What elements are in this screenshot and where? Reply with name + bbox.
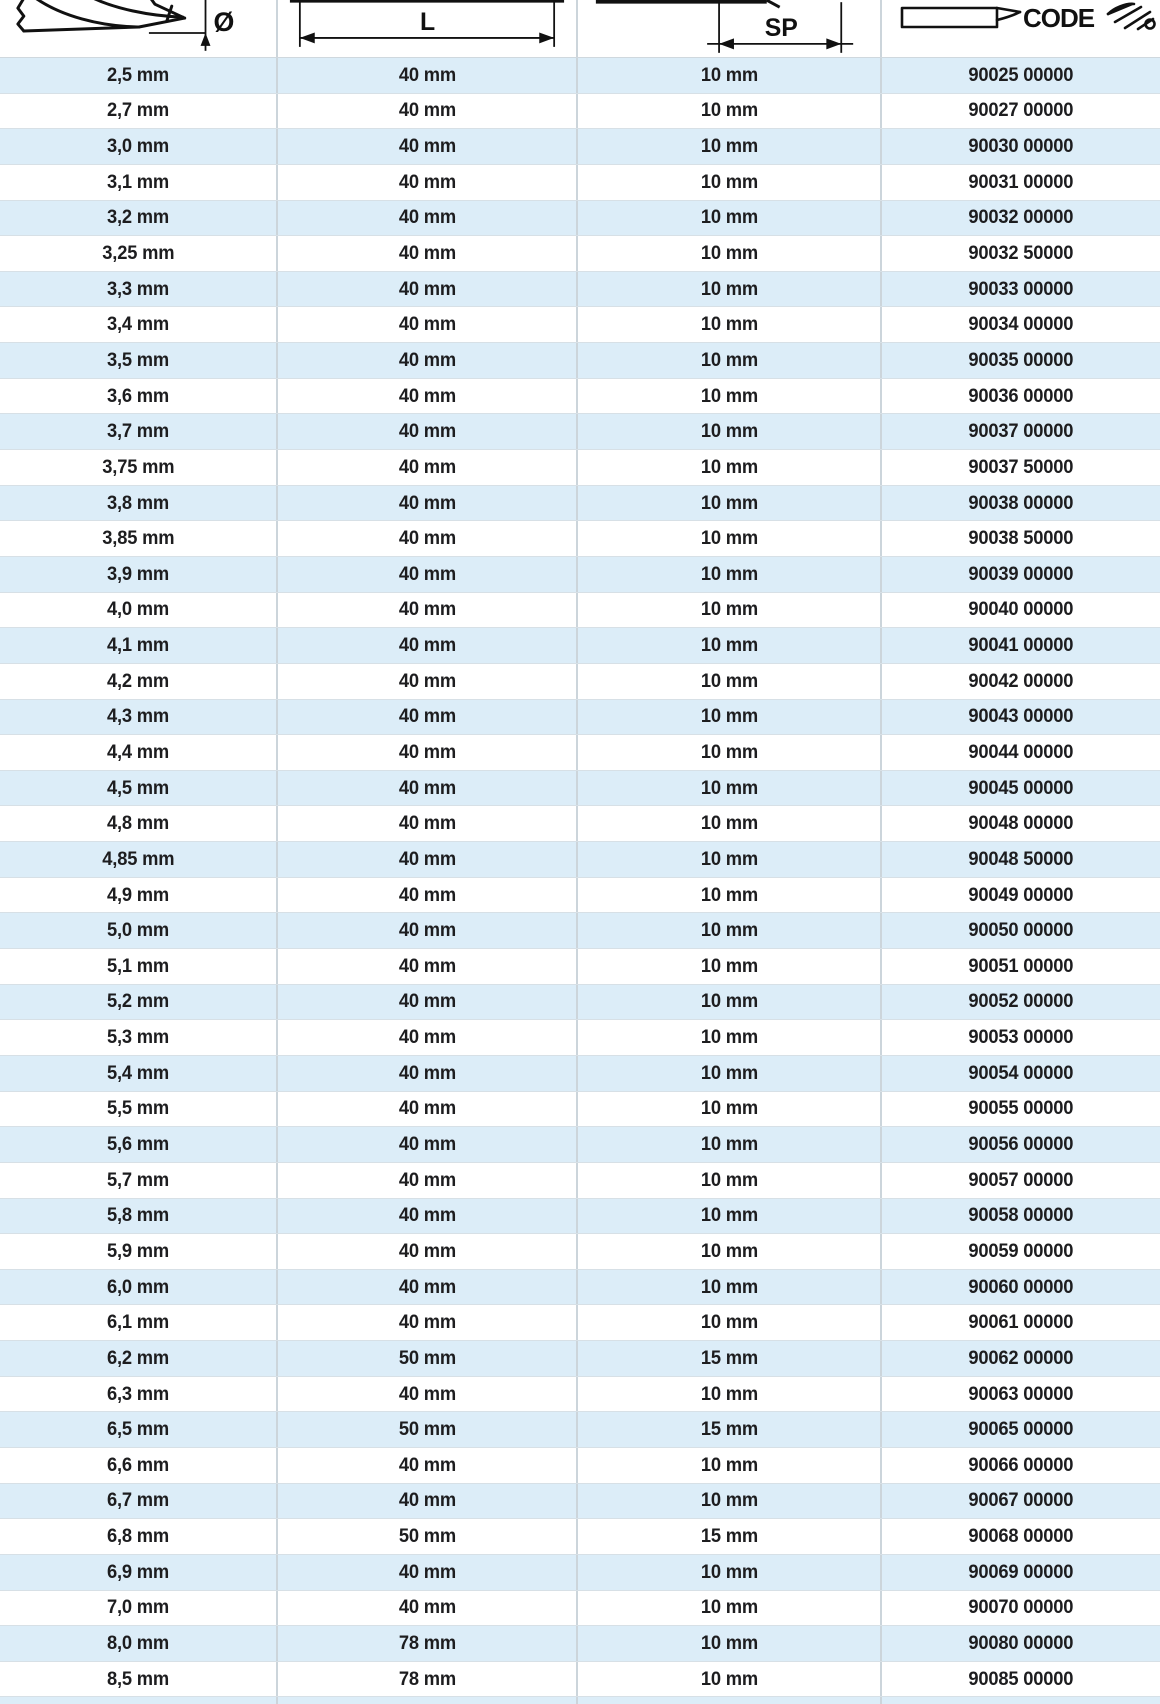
sp-cell: 10 mm (578, 1591, 882, 1626)
table-row (0, 342, 1160, 378)
code-cell: 90056 00000 (968, 1133, 1074, 1156)
diameter-cell: 5,1 mm (0, 949, 278, 984)
table-row (0, 877, 1160, 913)
diameter-cell: 6,7 mm (0, 1484, 278, 1519)
code-drill-icon (882, 0, 1160, 57)
length-cell: 50 mm (278, 1412, 578, 1447)
length-cell: 40 mm (278, 593, 578, 628)
diameter-cell: 5,0 mm (0, 913, 278, 948)
sp-dimension-icon (578, 0, 880, 57)
sp-cell: 10 mm (578, 272, 882, 307)
length-cell: 40 mm (278, 1127, 578, 1162)
length-cell: 40 mm (278, 1020, 578, 1055)
length-cell: 40 mm (278, 985, 578, 1020)
code-cell: 90027 00000 (968, 99, 1074, 122)
diameter-cell: 3,75 mm (0, 450, 278, 485)
code-cell: 90045 00000 (968, 776, 1074, 799)
length-cell: 40 mm (278, 1448, 578, 1483)
table-row (0, 58, 1160, 93)
length-cell: 40 mm (278, 165, 578, 200)
length-cell: 40 mm (278, 1555, 578, 1590)
length-cell: 40 mm (278, 129, 578, 164)
diameter-cell: 6,9 mm (0, 1555, 278, 1590)
code-cell: 90048 50000 (968, 847, 1074, 870)
code-cell: 90051 00000 (968, 954, 1074, 977)
code-cell: 90080 00000 (968, 1632, 1074, 1654)
length-label: L (420, 8, 436, 36)
sp-cell: 10 mm (578, 1020, 882, 1055)
diameter-cell: 8,5 mm (0, 1662, 278, 1697)
dimension-arrow-left (300, 32, 315, 43)
code-cell: 90063 00000 (968, 1382, 1074, 1405)
length-cell: 40 mm (278, 414, 578, 449)
diameter-cell: 3,7 mm (0, 414, 278, 449)
length-cell: 40 mm (278, 557, 578, 592)
diameter-cell: 6,1 mm (0, 1305, 278, 1340)
length-cell: 40 mm (278, 58, 578, 93)
code-cell: 90039 00000 (968, 562, 1074, 585)
diameter-cell: 4,5 mm (0, 771, 278, 806)
table-row (0, 1411, 1160, 1447)
sp-cell: 10 mm (578, 593, 882, 628)
dimension-arrow-right (826, 38, 841, 49)
table-row (0, 1340, 1160, 1376)
length-cell: 40 mm (278, 700, 578, 735)
code-cell: 90062 00000 (968, 1346, 1074, 1369)
sp-cell: 10 mm (578, 700, 882, 735)
code-cell: 90042 00000 (968, 669, 1074, 692)
table-row (0, 663, 1160, 699)
diameter-cell: 5,5 mm (0, 1092, 278, 1127)
sp-cell: 10 mm (578, 1234, 882, 1269)
diameter-cell: 4,2 mm (0, 664, 278, 699)
diameter-cell: 3,6 mm (0, 379, 278, 414)
sp-cell: 10 mm (578, 450, 882, 485)
code-cell: 90031 00000 (968, 170, 1074, 193)
length-cell: 50 mm (278, 1341, 578, 1376)
table-row (0, 734, 1160, 770)
table-row (0, 1233, 1160, 1269)
sp-cell: 10 mm (578, 1626, 882, 1661)
code-cell: 90052 00000 (968, 990, 1074, 1013)
sp-cell: 10 mm (578, 1163, 882, 1198)
diameter-cell: 3,5 mm (0, 343, 278, 378)
dimension-arrow-up (201, 33, 211, 46)
diameter-cell: 4,0 mm (0, 593, 278, 628)
sp-cell: 10 mm (578, 236, 882, 271)
length-cell: 40 mm (278, 486, 578, 521)
table-row (0, 93, 1160, 129)
sp-cell: 10 mm (578, 1305, 882, 1340)
code-cell: 90053 00000 (968, 1026, 1074, 1049)
sp-cell: 10 mm (578, 307, 882, 342)
sp-cell: 15 mm (578, 1412, 882, 1447)
table-row (0, 1055, 1160, 1091)
sp-cell: 10 mm (578, 486, 882, 521)
code-cell: 90037 50000 (968, 455, 1074, 478)
code-cell: 90085 00000 (968, 1667, 1074, 1690)
sp-cell: 10 mm (578, 521, 882, 556)
length-cell: 40 mm (278, 913, 578, 948)
length-cell: 40 mm (278, 343, 578, 378)
table-row (0, 200, 1160, 236)
code-cell: 90049 00000 (968, 883, 1074, 906)
sp-cell: 10 mm (578, 735, 882, 770)
length-cell: 40 mm (278, 1591, 578, 1626)
table-row (0, 770, 1160, 806)
diameter-cell: 5,3 mm (0, 1020, 278, 1055)
length-cell: 78 mm (278, 1662, 578, 1697)
length-cell: 40 mm (278, 379, 578, 414)
sp-cell: 10 mm (578, 1056, 882, 1091)
table-row (0, 699, 1160, 735)
col-header-sp (578, 0, 882, 57)
sp-cell: 10 mm (578, 379, 882, 414)
table-row (0, 1376, 1160, 1412)
sp-cell: 10 mm (578, 58, 882, 93)
diameter-cell: 5,2 mm (0, 985, 278, 1020)
table-row (0, 164, 1160, 200)
diameter-cell: 3,85 mm (0, 521, 278, 556)
diameter-cell: 3,1 mm (0, 165, 278, 200)
diameter-cell: 3,3 mm (0, 272, 278, 307)
diameter-cell: 2,5 mm (0, 58, 278, 93)
code-cell: 90043 00000 (968, 705, 1074, 728)
code-cell: 90068 00000 (968, 1525, 1074, 1548)
length-cell: 40 mm (278, 272, 578, 307)
sp-cell: 10 mm (578, 1270, 882, 1305)
length-cell: 40 mm (278, 771, 578, 806)
table-row (0, 1518, 1160, 1554)
sp-cell: 10 mm (578, 1127, 882, 1162)
length-cell: 40 mm (278, 1056, 578, 1091)
table-row (0, 1304, 1160, 1340)
code-cell: 90044 00000 (968, 740, 1074, 763)
sp-cell: 10 mm (578, 1092, 882, 1127)
diameter-cell: 5,9 mm (0, 1234, 278, 1269)
length-cell: 78 mm (278, 1626, 578, 1661)
table-row (0, 1198, 1160, 1234)
sp-cell: 10 mm (578, 664, 882, 699)
col-header-diameter (0, 0, 278, 57)
table-row (0, 271, 1160, 307)
length-cell: 40 mm (278, 201, 578, 236)
code-cell: 90067 00000 (968, 1489, 1074, 1512)
code-cell: 90033 00000 (968, 277, 1074, 300)
table-row (0, 1483, 1160, 1519)
length-cell: 40 mm (278, 450, 578, 485)
code-cell: 90069 00000 (968, 1560, 1074, 1583)
partial-next-row (0, 1696, 1160, 1704)
table-body (0, 58, 1160, 1696)
col-header-length (278, 0, 578, 57)
diameter-cell: 3,0 mm (0, 129, 278, 164)
dimension-arrow-left (719, 38, 734, 49)
table-row (0, 627, 1160, 663)
table-row (0, 235, 1160, 271)
code-cell: 90059 00000 (968, 1239, 1074, 1262)
table-row (0, 520, 1160, 556)
table-row (0, 1590, 1160, 1626)
diameter-cell: 8,0 mm (0, 1626, 278, 1661)
table-row (0, 306, 1160, 342)
length-cell: 40 mm (278, 1199, 578, 1234)
code-cell: 90034 00000 (968, 313, 1074, 336)
diameter-cell: 3,9 mm (0, 557, 278, 592)
code-cell: 90066 00000 (968, 1453, 1074, 1476)
table-header (0, 0, 1160, 58)
table-row (0, 128, 1160, 164)
sp-label: SP (764, 14, 798, 42)
table-row (0, 1126, 1160, 1162)
sp-cell: 10 mm (578, 985, 882, 1020)
length-cell: 40 mm (278, 842, 578, 877)
sp-cell: 10 mm (578, 1484, 882, 1519)
diameter-cell: 4,4 mm (0, 735, 278, 770)
length-cell: 40 mm (278, 1377, 578, 1412)
diameter-cell: 3,4 mm (0, 307, 278, 342)
code-cell: 90061 00000 (968, 1311, 1074, 1334)
table-row (0, 485, 1160, 521)
table-row (0, 1554, 1160, 1590)
code-cell: 90038 50000 (968, 527, 1074, 550)
diameter-cell: 5,4 mm (0, 1056, 278, 1091)
diameter-cell: 5,6 mm (0, 1127, 278, 1162)
length-cell: 40 mm (278, 664, 578, 699)
code-cell: 90060 00000 (968, 1275, 1074, 1298)
table-row (0, 805, 1160, 841)
code-cell: 90035 00000 (968, 348, 1074, 371)
sp-cell: 10 mm (578, 557, 882, 592)
sp-cell: 10 mm (578, 1555, 882, 1590)
drill-side-view-icon (0, 0, 276, 57)
diameter-cell: 7,0 mm (0, 1591, 278, 1626)
sp-cell: 10 mm (578, 1377, 882, 1412)
table-row (0, 1625, 1160, 1661)
table-row (0, 413, 1160, 449)
sp-cell: 10 mm (578, 94, 882, 129)
code-cell: 90037 00000 (968, 420, 1074, 443)
sp-cell: 15 mm (578, 1341, 882, 1376)
table-row (0, 378, 1160, 414)
diameter-cell: 3,25 mm (0, 236, 278, 271)
length-cell: 40 mm (278, 628, 578, 663)
length-cell: 50 mm (278, 1519, 578, 1554)
sp-cell: 15 mm (578, 1519, 882, 1554)
diameter-cell: 6,0 mm (0, 1270, 278, 1305)
code-label: CODE (1023, 3, 1095, 33)
diameter-cell: 6,5 mm (0, 1412, 278, 1447)
code-cell: 90040 00000 (968, 598, 1074, 621)
length-cell: 40 mm (278, 1092, 578, 1127)
sp-cell: 10 mm (578, 343, 882, 378)
diameter-cell: 6,8 mm (0, 1519, 278, 1554)
diameter-cell: 3,2 mm (0, 201, 278, 236)
diameter-cell: 4,85 mm (0, 842, 278, 877)
dimension-arrow-right (539, 32, 554, 43)
code-cell: 90038 00000 (968, 491, 1074, 514)
code-cell: 90048 00000 (968, 812, 1074, 835)
sp-cell: 10 mm (578, 771, 882, 806)
diameter-cell: 6,2 mm (0, 1341, 278, 1376)
length-cell: 40 mm (278, 1484, 578, 1519)
code-cell: 90032 00000 (968, 206, 1074, 229)
table-row (0, 449, 1160, 485)
sp-cell: 10 mm (578, 878, 882, 913)
code-cell: 90054 00000 (968, 1061, 1074, 1084)
col-header-code (882, 0, 1160, 57)
code-cell: 90058 00000 (968, 1204, 1074, 1227)
length-cell: 40 mm (278, 1234, 578, 1269)
code-cell: 90030 00000 (968, 135, 1074, 158)
diameter-cell: 2,7 mm (0, 94, 278, 129)
code-cell: 90055 00000 (968, 1097, 1074, 1120)
code-cell: 90036 00000 (968, 384, 1074, 407)
table-row (0, 912, 1160, 948)
table-row (0, 984, 1160, 1020)
sp-cell: 10 mm (578, 949, 882, 984)
code-cell: 90041 00000 (968, 634, 1074, 657)
code-cell: 90057 00000 (968, 1168, 1074, 1191)
diameter-symbol: Ø (213, 6, 235, 37)
diameter-cell: 5,8 mm (0, 1199, 278, 1234)
length-cell: 40 mm (278, 307, 578, 342)
sp-cell: 10 mm (578, 842, 882, 877)
length-cell: 40 mm (278, 806, 578, 841)
sp-cell: 10 mm (578, 201, 882, 236)
table-row (0, 948, 1160, 984)
sp-cell: 10 mm (578, 913, 882, 948)
table-row (0, 841, 1160, 877)
length-cell: 40 mm (278, 1163, 578, 1198)
length-cell: 40 mm (278, 878, 578, 913)
diameter-cell: 6,3 mm (0, 1377, 278, 1412)
sp-cell: 10 mm (578, 165, 882, 200)
length-cell: 40 mm (278, 735, 578, 770)
sp-cell: 10 mm (578, 806, 882, 841)
code-cell: 90065 00000 (968, 1418, 1074, 1441)
diameter-cell: 4,8 mm (0, 806, 278, 841)
sp-cell: 10 mm (578, 1662, 882, 1697)
diameter-cell: 6,6 mm (0, 1448, 278, 1483)
table-row (0, 1091, 1160, 1127)
table-row (0, 592, 1160, 628)
table-row (0, 1162, 1160, 1198)
sp-cell: 10 mm (578, 129, 882, 164)
table-row (0, 1447, 1160, 1483)
diameter-cell: 4,9 mm (0, 878, 278, 913)
sp-cell: 10 mm (578, 414, 882, 449)
length-cell: 40 mm (278, 1270, 578, 1305)
code-cell: 90032 50000 (968, 242, 1074, 265)
table-row (0, 1019, 1160, 1055)
length-cell: 40 mm (278, 236, 578, 271)
length-cell: 40 mm (278, 521, 578, 556)
table-row (0, 1661, 1160, 1697)
length-cell: 40 mm (278, 1305, 578, 1340)
table-row (0, 556, 1160, 592)
code-cell: 90050 00000 (968, 919, 1074, 942)
length-cell: 40 mm (278, 94, 578, 129)
sp-cell: 10 mm (578, 1448, 882, 1483)
diameter-cell: 3,8 mm (0, 486, 278, 521)
sp-cell: 10 mm (578, 628, 882, 663)
code-cell: 90025 00000 (968, 63, 1074, 86)
diameter-cell: 4,1 mm (0, 628, 278, 663)
length-cell: 40 mm (278, 949, 578, 984)
sp-cell: 10 mm (578, 1199, 882, 1234)
diameter-cell: 4,3 mm (0, 700, 278, 735)
code-cell: 90070 00000 (968, 1596, 1074, 1619)
diameter-cell: 5,7 mm (0, 1163, 278, 1198)
table-row (0, 1269, 1160, 1305)
length-dimension-icon (278, 0, 576, 57)
